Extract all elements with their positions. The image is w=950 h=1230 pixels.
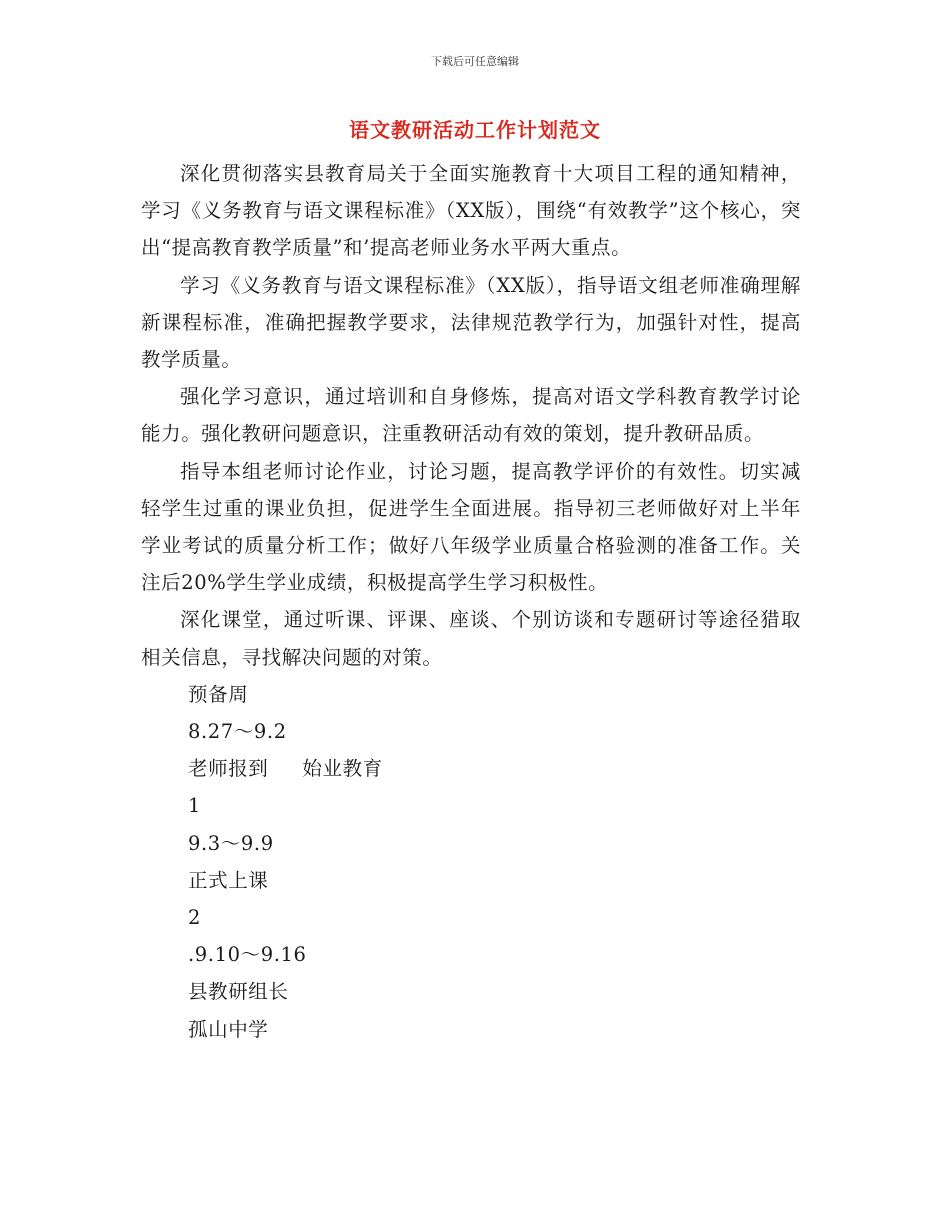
schedule-line: 8.27～9.2 bbox=[188, 720, 287, 744]
document-title: 语文教研活动工作计划范文 bbox=[349, 118, 601, 142]
schedule-line: 预备周 bbox=[188, 682, 249, 706]
paragraph: 强化学习意识，通过培训和自身修炼，提高对语文学科教育教学讨论能力。强化教研问题意识，注重教研活动有效的策划，提升教研品质。 bbox=[141, 385, 801, 446]
schedule-line: 1 bbox=[188, 794, 202, 818]
document-body bbox=[141, 155, 801, 1048]
schedule-line: 正式上课 bbox=[188, 868, 269, 892]
schedule-line: 9.3～9.9 bbox=[188, 831, 274, 855]
paragraph: 学习《义务教育与语文课程标准》（XX版），指导语文组老师准确理解新课程标准，准确把握教学要求，法律规范教学行为，加强针对性，提高教学质量。 bbox=[141, 273, 801, 372]
paragraph: 深化贯彻落实县教育局关于全面实施教育十大项目工程的通知精神，学习《义务教育与语文课程标准》（XX版），围绕“有效教学”这个核心，突出“提高教育教学质量”和’提高老师业务水平两大重点。 bbox=[141, 162, 801, 260]
schedule-line: 县教研组长 bbox=[188, 980, 289, 1004]
paragraph: 深化课堂，通过听课、评课、座谈、个别访谈和专题研讨等途径猎取相关信息，寻找解决问题的对策。 bbox=[141, 608, 801, 669]
header-note: 下载后可任意编辑 bbox=[431, 55, 519, 68]
paragraph: 指导本组老师讨论作业，讨论习题，提高教学评价的有效性。切实减轻学生过重的课业负担，促进学生全面进展。指导初三老师做好对上半年学业考试的质量分析工作；做好八年级学业质量合格验测的准备工作。关注后20%学生学业成绩，积极提高学生学习积极性。 bbox=[141, 459, 801, 595]
schedule-line: 老师报到 始业教育 bbox=[188, 757, 383, 781]
schedule-line: .9.10～9.16 bbox=[188, 943, 307, 967]
schedule-line: 2 bbox=[188, 906, 202, 930]
schedule-line: 孤山中学 bbox=[188, 1017, 269, 1041]
